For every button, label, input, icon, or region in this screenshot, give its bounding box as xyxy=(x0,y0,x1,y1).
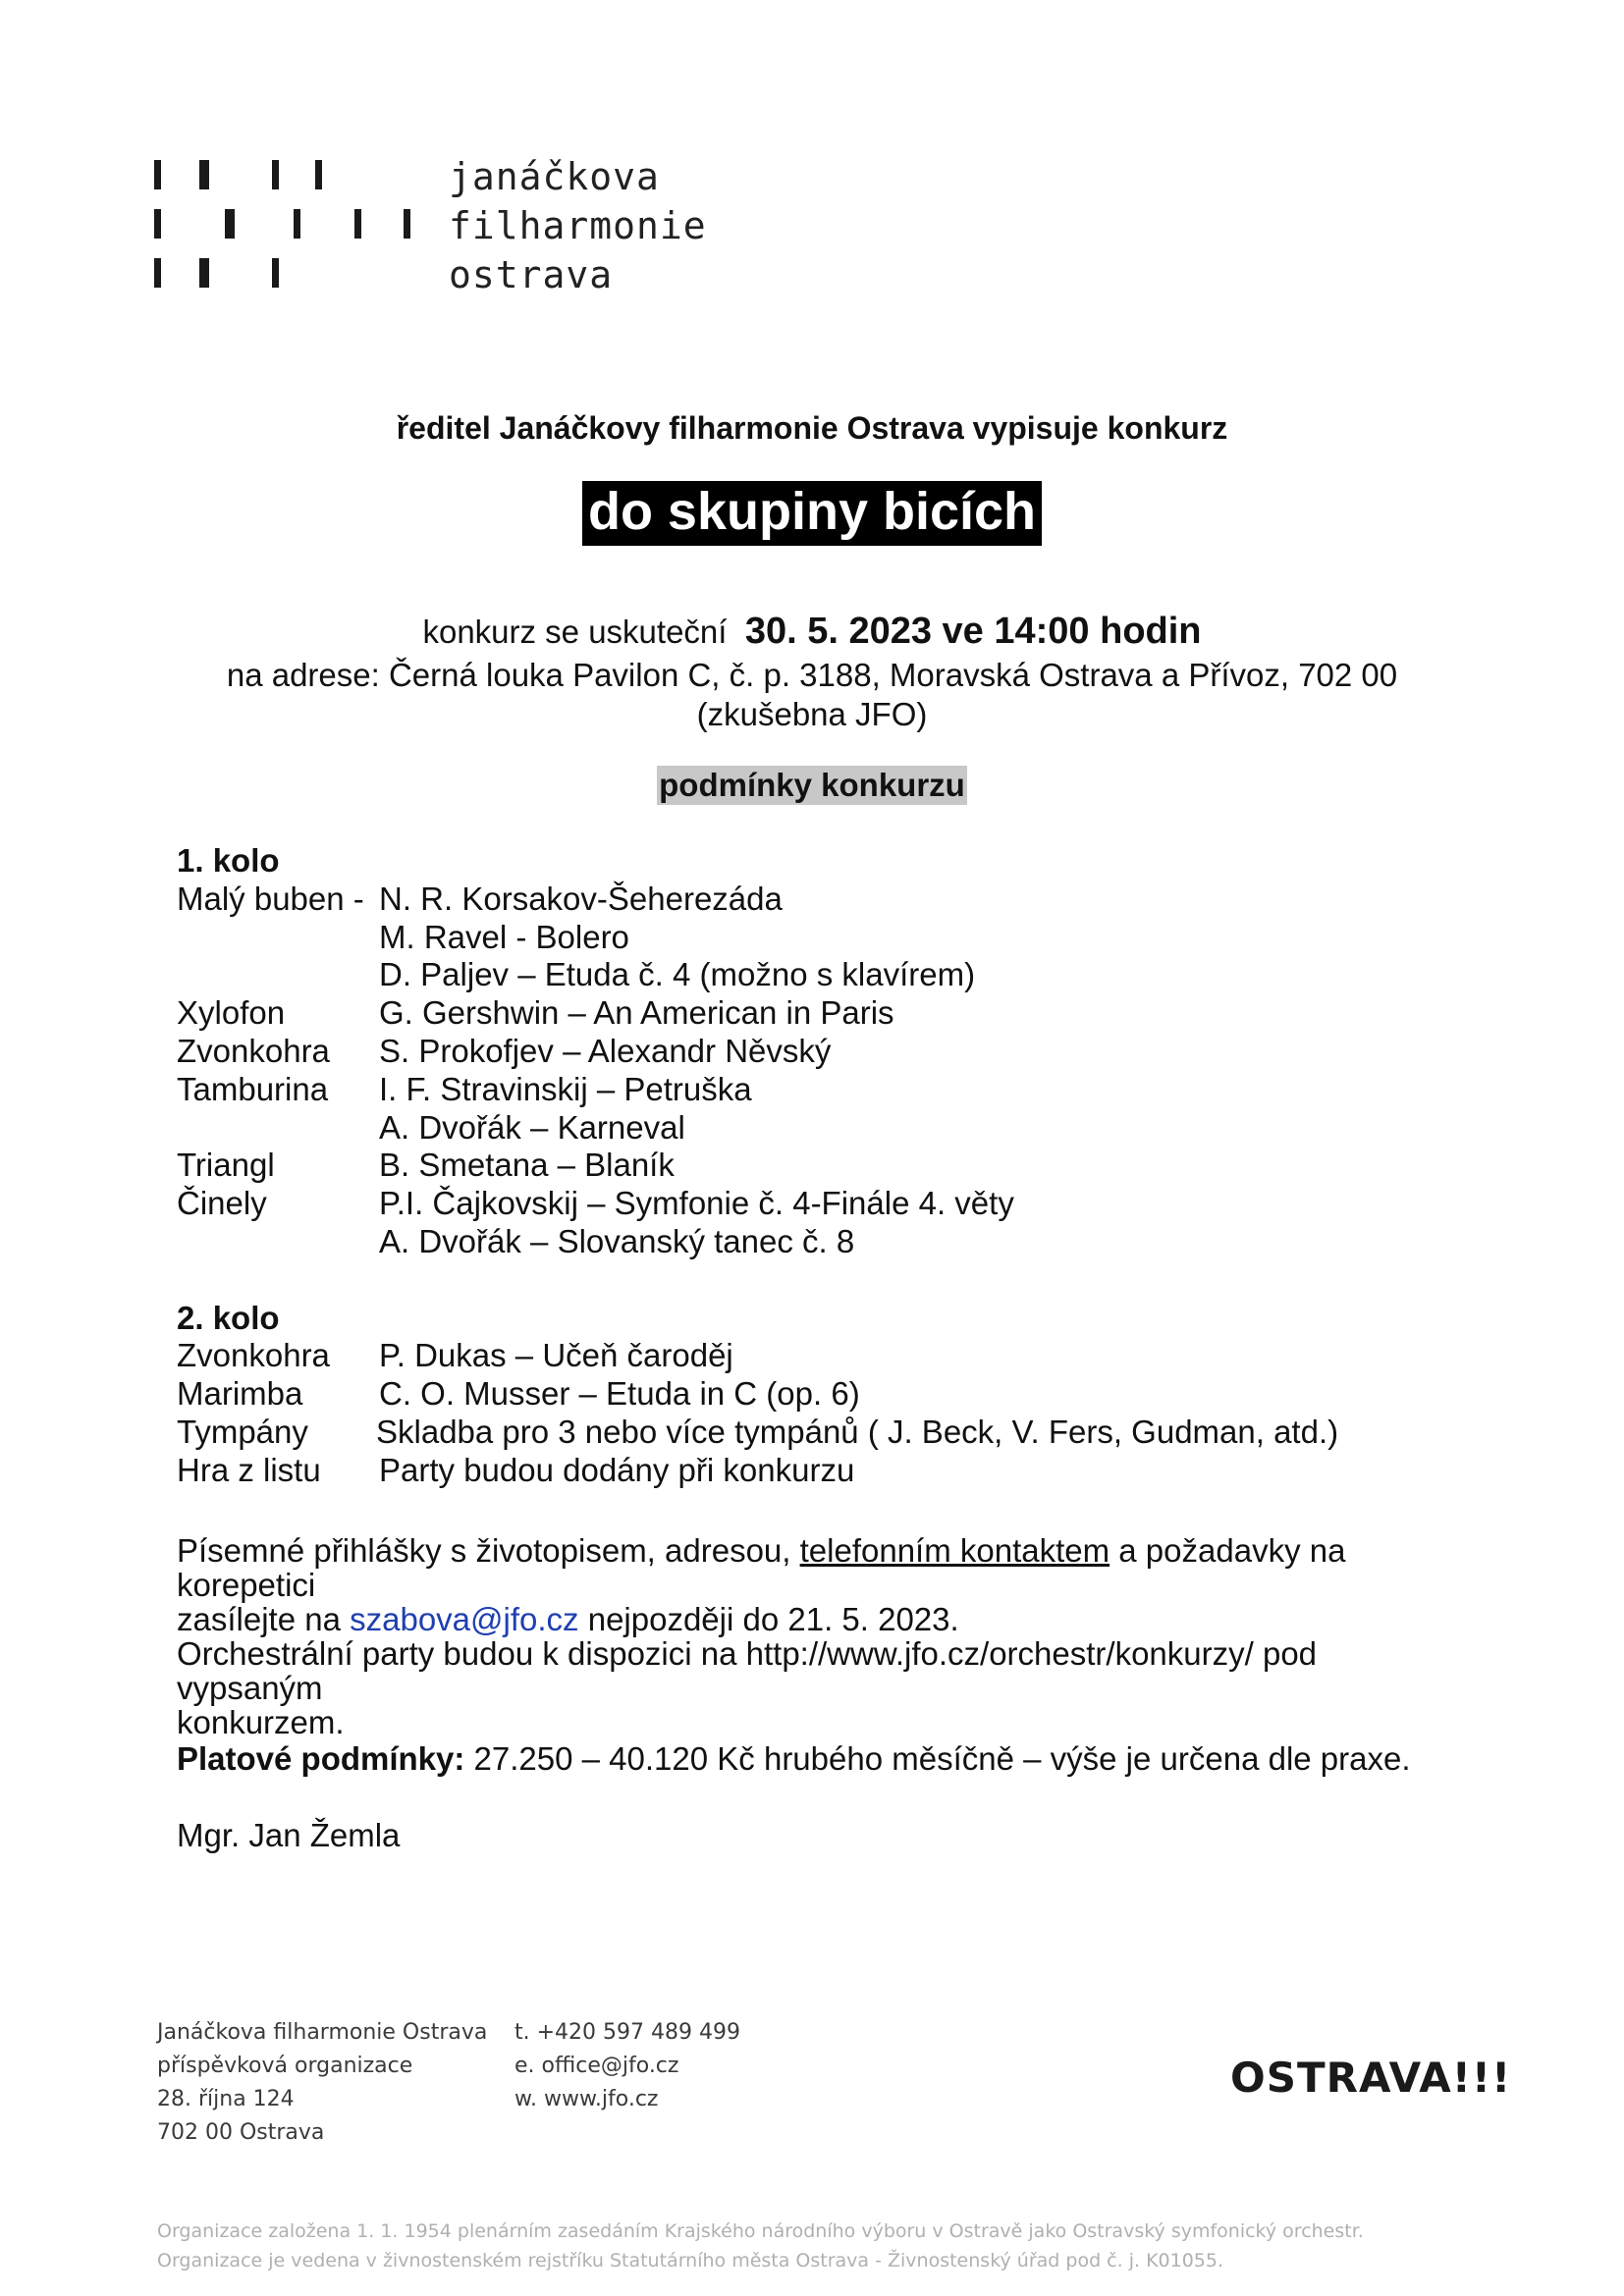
event-address xyxy=(0,656,1624,734)
application-info xyxy=(177,1533,1453,1776)
info-line: Orchestrální party budou k dispozici na http://www.jfo.cz/orchestr/konkurzy/ pod vypsaným xyxy=(177,1635,1318,1706)
event-date: 30. 5. 2023 ve 14:00 hodin xyxy=(744,611,1202,652)
info-text: a požadavky na korepetici xyxy=(177,1532,1346,1603)
list-item xyxy=(177,1337,1338,1375)
salary-label: Platové podmínky: xyxy=(177,1740,465,1777)
piece: P. Dukas – Učeň čaroděj xyxy=(379,1337,733,1374)
logo-line: ostrava xyxy=(449,253,614,296)
date-prefix: konkurz se uskuteční xyxy=(422,614,728,650)
info-text: Písemné přihlášky s životopisem, adresou, xyxy=(177,1532,800,1569)
signature: Mgr. Jan Žemla xyxy=(177,1817,401,1853)
footer-line: 702 00 Ostrava xyxy=(157,2120,325,2145)
audition-rounds xyxy=(177,842,1338,1490)
logo-bars-icon xyxy=(154,152,439,299)
instrument: Činely xyxy=(177,1185,267,1222)
instrument xyxy=(177,1109,379,1148)
piece: D. Paljev – Etuda č. 4 (možno s klavírem) xyxy=(379,956,976,993)
footer-contact xyxy=(514,2016,740,2116)
footer-web: w. www.jfo.cz xyxy=(514,2087,659,2111)
list-item xyxy=(177,994,1338,1033)
instrument xyxy=(177,956,379,994)
piece: G. Gershwin – An American in Paris xyxy=(379,994,894,1032)
round2-title: 2. kolo xyxy=(177,1299,280,1336)
footer-line: 28. října 124 xyxy=(157,2087,295,2111)
list-item xyxy=(177,1071,1338,1109)
info-line: konkurzem. xyxy=(177,1704,345,1740)
address-line: na adrese: Černá louka Pavilon C, č. p. 3188, Moravská Ostrava a Přívoz, 702 00 xyxy=(226,657,1398,693)
piece: S. Prokofjev – Alexandr Něvský xyxy=(379,1032,832,1069)
piece: N. R. Korsakov-Šeherezáda xyxy=(379,880,783,917)
list-item xyxy=(177,1223,1338,1261)
piece: Party budou dodány při konkurzu xyxy=(379,1451,855,1488)
list-item xyxy=(177,1414,1338,1452)
address-note: (zkušebna JFO) xyxy=(696,696,928,732)
instrument: Xylofon xyxy=(177,994,286,1032)
instrument: Zvonkohra xyxy=(177,1032,330,1069)
list-item xyxy=(177,1109,1338,1148)
legal-notice xyxy=(157,2216,1364,2275)
footer-email: e. office@jfo.cz xyxy=(514,2054,679,2078)
instrument: Triangl xyxy=(177,1147,275,1184)
piece: B. Smetana – Blaník xyxy=(379,1147,675,1184)
piece: C. O. Musser – Etuda in C (op. 6) xyxy=(379,1375,860,1413)
instrument: Tympány xyxy=(177,1413,308,1450)
page-title: do skupiny bicích xyxy=(582,481,1042,546)
list-item xyxy=(177,919,1338,957)
footer-organization xyxy=(157,2016,487,2150)
list-item xyxy=(177,956,1338,994)
piece: Skladba pro 3 nebo více tympánů ( J. Beck, V. Fers, Gudman, atd.) xyxy=(376,1413,1339,1450)
instrument: Marimba xyxy=(177,1375,303,1413)
ostrava-brand-logo: OSTRAVA!!! xyxy=(1230,2054,1512,2102)
title-wrapper xyxy=(0,481,1624,546)
instrument: Tamburina xyxy=(177,1070,329,1107)
footer-line: příspěvková organizace xyxy=(157,2054,413,2078)
info-line xyxy=(177,1533,1453,1602)
salary-line xyxy=(177,1741,1453,1776)
list-item xyxy=(177,1147,1338,1185)
logo-line: janáčkova xyxy=(449,155,660,198)
salary-text: 27.250 – 40.120 Kč hrubého měsíčně – výše je určena dle praxe. xyxy=(464,1740,1411,1777)
info-text: zasílejte na xyxy=(177,1601,351,1637)
logo-line: filharmonie xyxy=(449,204,707,247)
event-date-line xyxy=(0,611,1624,653)
instrument: Hra z listu xyxy=(177,1451,321,1488)
piece: A. Dvořák – Slovanský tanec č. 8 xyxy=(379,1222,855,1259)
list-item xyxy=(177,881,1338,919)
list-item xyxy=(177,1033,1338,1071)
round1-title: 1. kolo xyxy=(177,842,280,879)
instrument xyxy=(177,1223,379,1261)
jfo-logo xyxy=(154,152,841,299)
piece: I. F. Stravinskij – Petruška xyxy=(379,1070,752,1107)
conditions-wrapper xyxy=(0,766,1624,805)
intro-line: ředitel Janáčkovy filharmonie Ostrava vypisuje konkurz xyxy=(396,410,1228,446)
list-item xyxy=(177,1185,1338,1223)
legal-line: Organizace založena 1. 1. 1954 plenárním zasedáním Krajského národního výboru v Ostravě jako Ostravský symfonický orchestr. xyxy=(157,2220,1364,2242)
footer-phone: t. +420 597 489 499 xyxy=(514,2020,740,2045)
instrument: Zvonkohra xyxy=(177,1337,330,1374)
piece: M. Ravel - Bolero xyxy=(379,918,629,955)
info-line xyxy=(177,1602,1453,1636)
piece: P.I. Čajkovskij – Symfonie č. 4-Finále 4. věty xyxy=(379,1185,1014,1222)
list-item xyxy=(177,1452,1338,1490)
spacer xyxy=(177,1261,1338,1300)
footer-line: Janáčkova filharmonie Ostrava xyxy=(157,2020,488,2045)
phone-contact-text: telefonním kontaktem xyxy=(799,1532,1110,1569)
info-text: nejpozději do 21. 5. 2023. xyxy=(578,1601,959,1637)
piece: A. Dvořák – Karneval xyxy=(379,1108,685,1146)
conditions-heading: podmínky konkurzu xyxy=(659,767,965,803)
email-link[interactable]: szabova@jfo.cz xyxy=(350,1601,579,1637)
instrument xyxy=(177,919,379,957)
instrument: Malý buben - xyxy=(177,880,364,917)
logo-wordmark xyxy=(449,152,707,299)
list-item xyxy=(177,1375,1338,1414)
legal-line: Organizace je vedena v živnostenském rejstříku Statutárního města Ostrava - Živnostenský úřad pod č. j. K01055. xyxy=(157,2250,1224,2271)
